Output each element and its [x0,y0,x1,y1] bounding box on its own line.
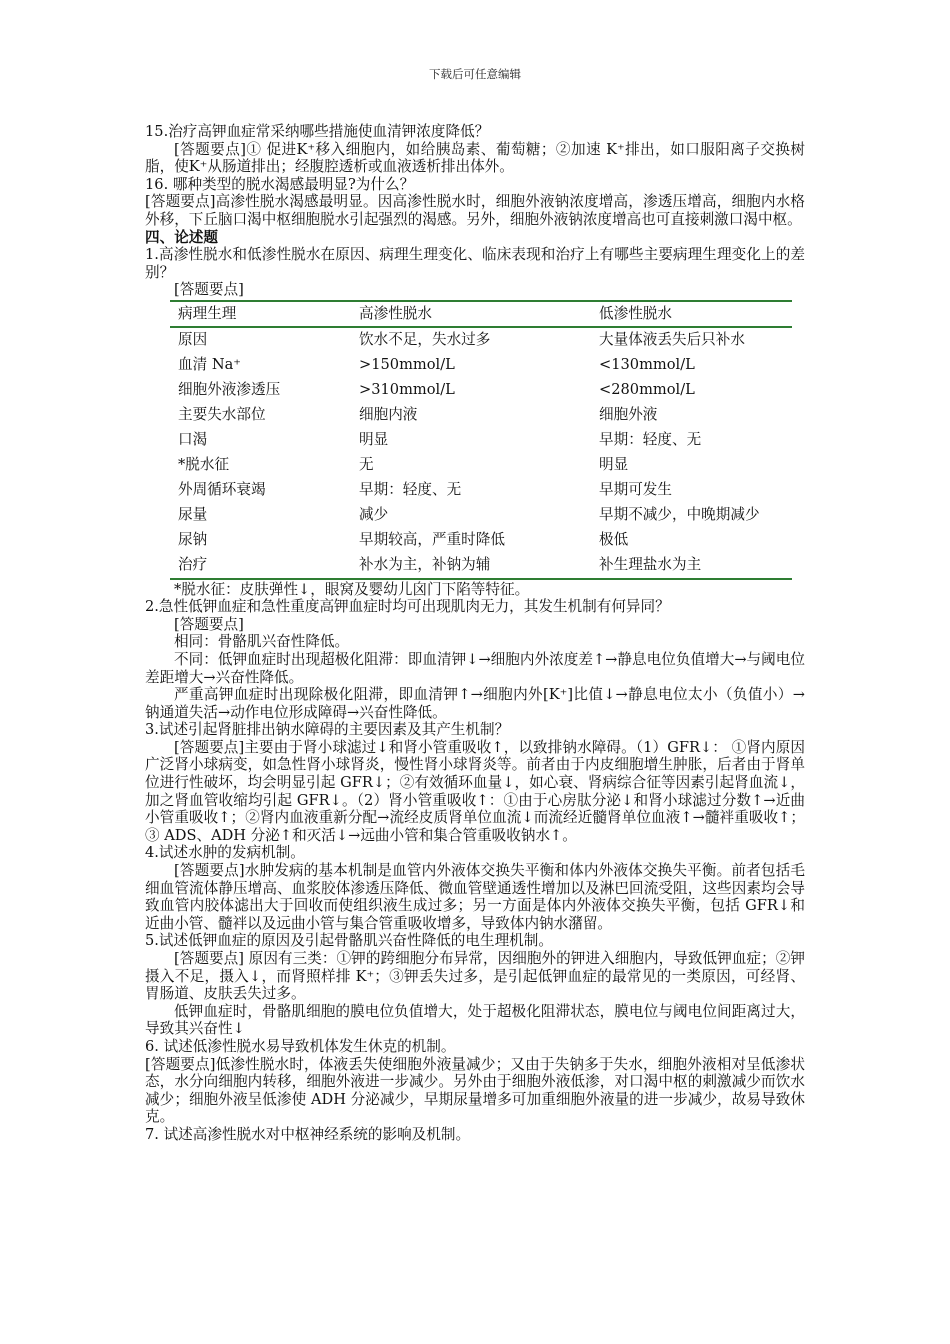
table-cell: 大量体液丢失后只补水 [599,331,745,349]
d5-answer-causes: [答题要点] 原因有三类：①钾的跨细胞分布异常，因细胞外的钾进入细胞内，导致低钾血症；②钾摄入不足，摄入↓，而肾照样排 K⁺；③钾丢失过多，是引起低钾血症的最常见的一类原因，可经肾、胃肠道、皮肤丢失过多。 [145,950,805,1003]
table-row [170,327,792,353]
q16-answer: [答题要点]高渗性脱水渴感最明显。因高渗性脱水时，细胞外液钠浓度增高，渗透压增高，细胞内水格外移，下丘脑口渴中枢细胞脱水引起强烈的渴感。另外，细胞外液钠浓度增高也可直接刺激口渴中枢。 [145,193,805,228]
dehydration-comparison-table [170,300,792,580]
d3-answer: [答题要点]主要由于肾小球滤过↓和肾小管重吸收↑，以致排钠水障碍。（1）GFR↓： ①肾内原因 广泛肾小球病变，如急性肾小球肾炎，慢性肾小球肾炎等。前者由于内皮细胞增生肿胀，后者由于肾单位进行性破坏，均会明显引起 GFR↓；②有效循环血量↓，如心衰、肾病综合征等因素引起肾血流↓，加之肾血管收缩均引起 GFR↓。（2）肾小管重吸收↑：①由于心房肽分泌↓和肾小球滤过分数↑→近曲小管重吸收↑；②肾内血液重新分配→流经皮质肾单位血流↓而流经近髓肾单位血液↑→髓袢重吸收↑；③ ADS、ADH 分泌↑和灭活↓→远曲小管和集合管重吸收钠水↑。 [145,738,820,844]
table-cell: 早期：轻度、无 [359,481,462,499]
d1-question: 1.高渗性脱水和低渗性脱水在原因、病理生理变化、临床表现和治疗上有哪些主要病理生理变化上的差别？ [145,246,805,281]
d2-diff-hypo: 不同：低钾血症时出现超极化阻滞：即血清钾↓→细胞内外浓度差↑→静息电位负值增大→与阈电位差距增大→兴奋性降低。 [145,650,805,686]
table-cell: 细胞外液渗透压 [178,381,281,399]
table-row [170,353,792,378]
table-cell: 尿量 [178,506,208,524]
d4-answer: [答题要点]水肿发病的基本机制是血管内外液体交换失平衡和体内外液体交换失平衡。前者包括毛细血管流体静压增高、血浆胶体渗透压降低、微血管壁通透性增加以及淋巴回流受阻，这些因素均会导致血管内胶体滤出大于回收而使组织液生成过多；另一方面是体内外液体交换失平衡，包括 GFR↓和近曲小管、髓袢以及远曲小管与集合管重吸收增多，导致体内钠水潴留。 [145,862,805,932]
table-cell: >150mmol/L [359,356,455,374]
d7-question: 7. 试述高渗性脱水对中枢神经系统的影响及机制。 [145,1125,471,1143]
table-cell: 补生理盐水为主 [599,556,702,574]
table-header-cell: 高渗性脱水 [351,301,591,327]
table-cell: 早期不减少，中晚期减少 [599,506,760,524]
table-header-cell: 病理生理 [170,301,351,327]
table-cell: <280mmol/L [599,381,695,399]
table-cell: 补水为主，补钠为辅 [359,556,491,574]
document-body [145,123,820,1144]
table-cell: 早期：轻度、无 [599,431,702,449]
table-cell: 明显 [599,456,629,474]
table-row [170,403,792,428]
table-row [170,553,792,579]
table-cell: 早期可发生 [599,481,672,499]
table-cell: 尿钠 [178,531,208,549]
table-cell: 细胞外液 [599,406,658,424]
table-cell: 主要失水部位 [178,406,266,424]
table-cell: 早期较高，严重时降低 [359,531,505,549]
table-cell: 饮水不足，失水过多 [359,331,491,349]
table-header-cell: 低渗性脱水 [591,301,792,327]
d6-answer: [答题要点]低渗性脱水时，体液丢失使细胞外液量减少；又由于失钠多于失水，细胞外液相对呈低渗状态，水分向细胞内转移，细胞外液进一步减少。另外由于细胞外液低渗，对口渴中枢的刺激减少而饮水减少；细胞外液呈低渗使 ADH 分泌减少，早期尿量增多可加重细胞外液量的进一步减少，故易导致休克。 [145,1055,805,1126]
d2-answer-label: [答题要点] [174,615,244,633]
d2-diff-hyper: 严重高钾血症时出现除极化阻滞，即血清钾↑→细胞内外[K⁺]比值↓→静息电位太小（负值小）→钠通道失活→动作电位形成障碍→兴奋性降低。 [145,686,805,721]
table-row [170,528,792,553]
table-cell: 外周循环衰竭 [178,481,266,499]
table-cell: >310mmol/L [359,381,455,399]
table-row [170,478,792,503]
d6-question: 6. 试述低渗性脱水易导致机体发生休克的机制。 [145,1037,456,1055]
q15-question: 15.治疗高钾血症常采纳哪些措施使血清钾浓度降低？ [145,123,490,140]
table-cell: <130mmol/L [599,356,695,374]
table-cell: 血清 Na⁺ [178,356,241,374]
d5-question: 5.试述低钾血症的原因及引起骨骼肌兴奋性降低的电生理机制。 [145,932,553,950]
table-cell: 原因 [178,331,208,349]
d2-question: 2.急性低钾血症和急性重度高钾血症时均可出现肌肉无力，其发生机制有何异同？ [145,598,670,616]
section-title: 四、论述题 [145,228,218,246]
table-cell: 治疗 [178,556,208,574]
table-row [170,503,792,528]
d3-question: 3.试述引起肾脏排出钠水障碍的主要因素及其产生机制？ [145,721,510,739]
table-row [170,378,792,403]
table-cell: 细胞内液 [359,406,418,424]
table-row [170,453,792,478]
d1-answer-label: [答题要点] [174,281,244,299]
d5-answer-mechanism: 低钾血症时，骨骼肌细胞的膜电位负值增大，处于超极化阻滞状态，膜电位与阈电位间距离过大，导致其兴奋性↓ [145,1002,805,1038]
table-body [170,327,792,579]
table-cell: 无 [359,456,374,474]
table-cell: *脱水征 [178,456,230,474]
q15-answer: [答题要点]① 促进K⁺移入细胞内，如给胰岛素、葡萄糖；②加速 K⁺排出，如口服阳离子交换树脂，使K⁺从肠道排出；经腹腔透析或血液透析排出体外。 [145,140,805,176]
table-cell: 口渴 [178,431,208,449]
table-row [170,428,792,453]
q16-question: 16. 哪种类型的脱水渴感最明显?为什么？ [145,175,415,193]
d2-same: 相同：骨骼肌兴奋性降低。 [174,633,350,651]
table-cell: 极低 [599,531,629,549]
d1-note: *脱水征：皮肤弹性↓，眼窝及婴幼儿囟门下陷等特征。 [174,580,530,598]
d4-question: 4.试述水肿的发病机制。 [145,844,305,862]
table-cell: 减少 [359,506,389,524]
table-header-row [170,301,792,327]
page-header: 下载后可任意编辑 [429,67,521,81]
table-cell: 明显 [359,431,389,449]
